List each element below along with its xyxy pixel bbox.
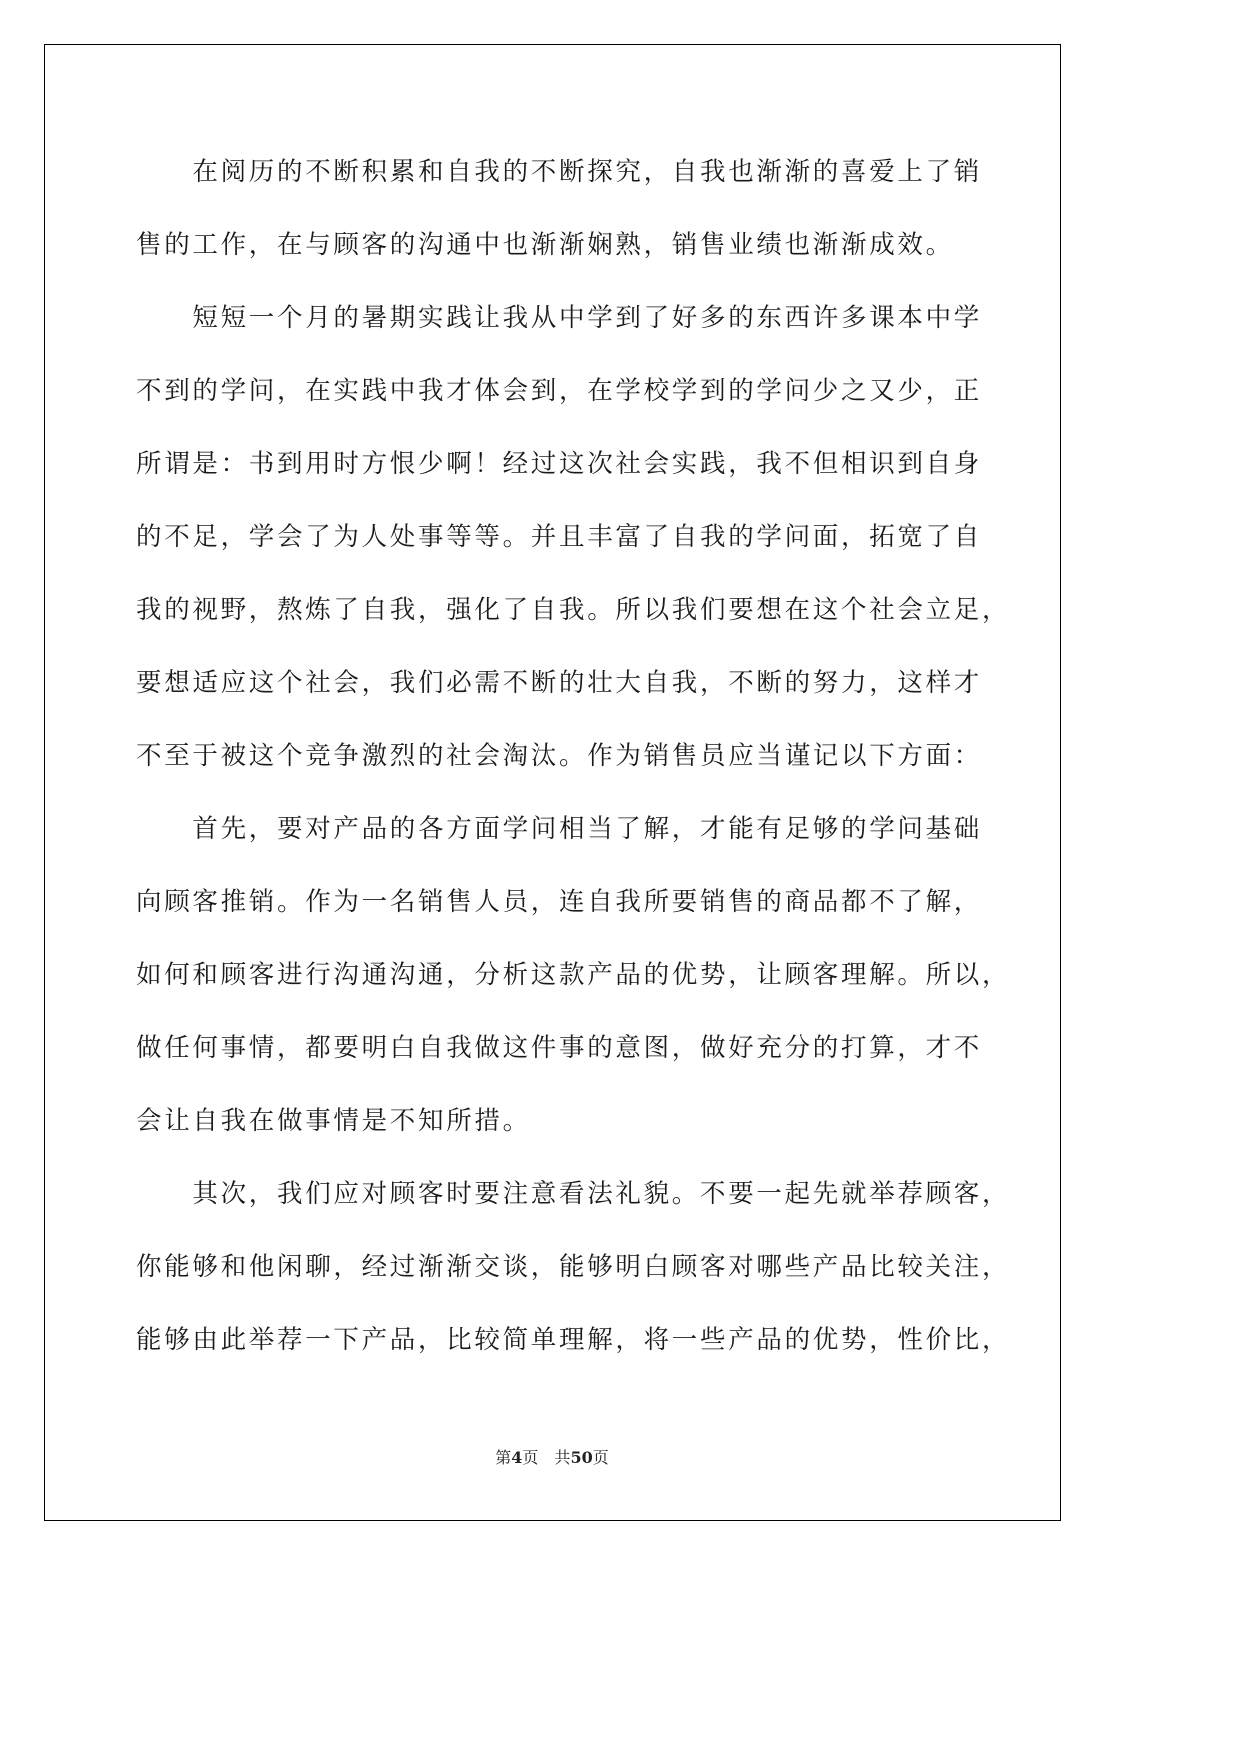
text-line: 你能够和他闲聊，经过渐渐交谈，能够明白顾客对哪些产品比较关注，: [136, 1252, 1011, 1282]
text-line: 不至于被这个竞争激烈的社会淘汰。作为销售员应当谨记以下方面：: [136, 741, 983, 771]
text-line: 售的工作，在与顾客的沟通中也渐渐娴熟，销售业绩也渐渐成效。: [136, 230, 954, 260]
footer-prefix: 第: [495, 1448, 512, 1467]
text-line: 的不足，学会了为人处事等等。并且丰富了自我的学问面，拓宽了自: [136, 522, 983, 552]
text-line: 其次，我们应对顾客时要注意看法礼貌。不要一起先就举荐顾客，: [136, 1179, 1011, 1209]
text-line: 所谓是：书到用时方恨少啊！经过这次社会实践，我不但相识到自身: [136, 449, 983, 479]
text-line: 做任何事情，都要明白自我做这件事的意图，做好充分的打算，才不: [136, 1033, 983, 1063]
text-line: 我的视野，熬炼了自我，强化了自我。所以我们要想在这个社会立足，: [136, 595, 1011, 625]
text-line: 在阅历的不断积累和自我的不断探究，自我也渐渐的喜爱上了销: [136, 157, 983, 187]
page-footer: [0, 1448, 1104, 1468]
text-line: 如何和顾客进行沟通沟通，分析这款产品的优势，让顾客理解。所以，: [136, 960, 1011, 990]
text-line: 会让自我在做事情是不知所措。: [136, 1106, 531, 1136]
text-line: 首先，要对产品的各方面学问相当了解，才能有足够的学问基础: [136, 814, 983, 844]
current-page-number: 4: [511, 1448, 523, 1467]
text-line: 能够由此举荐一下产品，比较简单理解，将一些产品的优势，性价比，: [136, 1325, 1011, 1355]
total-pages-number: 50: [570, 1448, 593, 1467]
text-line: 短短一个月的暑期实践让我从中学到了好多的东西许多课本中学: [136, 303, 983, 333]
text-line: 不到的学问，在实践中我才体会到，在学校学到的学问少之又少，正: [136, 376, 983, 406]
text-line: 要想适应这个社会，我们必需不断的壮大自我，不断的努力，这样才: [136, 668, 983, 698]
footer-suffix: 页: [592, 1448, 609, 1467]
footer-mid: 页 共: [522, 1448, 571, 1467]
text-line: 向顾客推销。作为一名销售人员，连自我所要销售的商品都不了解，: [136, 887, 983, 917]
page-border: [44, 44, 1061, 1521]
